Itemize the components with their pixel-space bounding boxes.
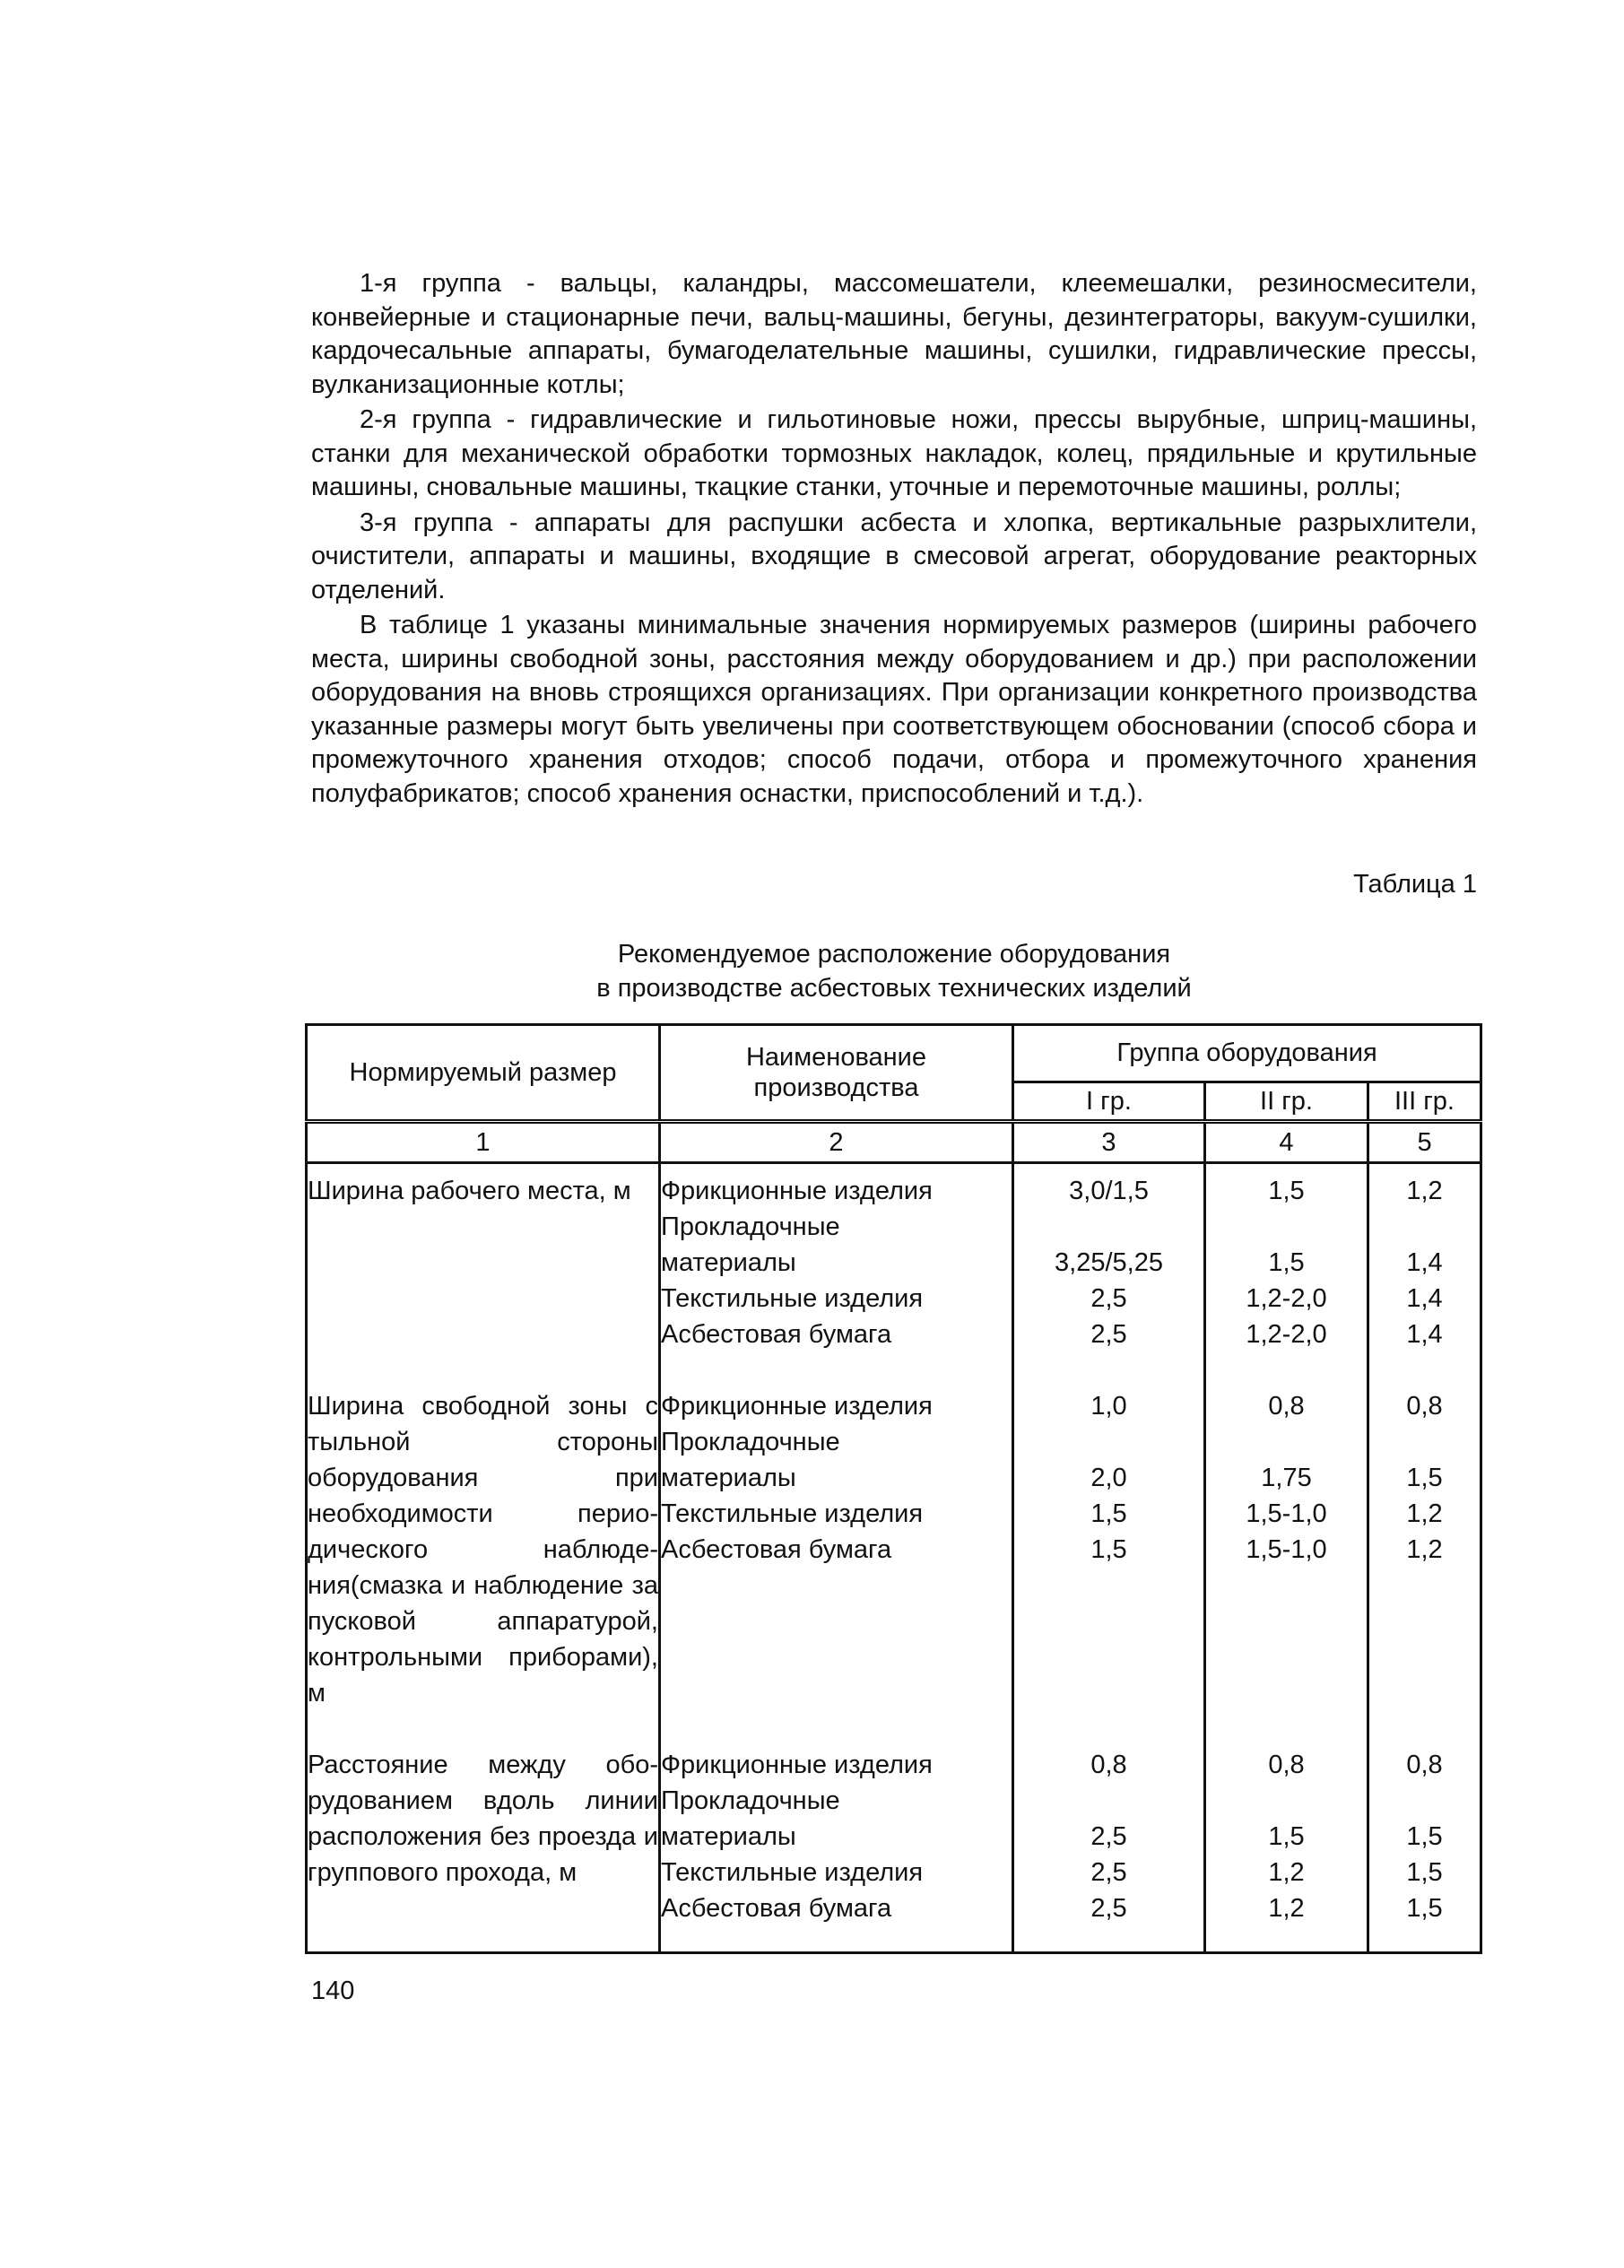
value-cell: 3,25/5,25 (1055, 1248, 1163, 1277)
table-title (311, 937, 1477, 1005)
value-cell: 1,2-2,0 (1246, 1320, 1327, 1349)
group-3-values (1368, 1352, 1481, 1711)
table-row (307, 1352, 1481, 1711)
value-cell: 2,5 (1090, 1822, 1127, 1851)
value-cell: 1,2 (1406, 1499, 1443, 1528)
paragraph-group-1: 1-я группа - вальцы, каландры, массомешатели, клеемешалки, резиносмесители, конвейерные и стационарные печи, вальц-машины, бегуны, дезинтеграторы, вакуум-сушилки, кардочесальные аппараты, бумагоделательные машины, сушилки, гидравлические прессы, вулканизационные котлы; (311, 269, 1477, 399)
value-cell: 1,5 (1406, 1822, 1443, 1851)
production-list (660, 1352, 1013, 1711)
production-name: Прокладочные материалы (661, 1212, 840, 1277)
group-1-values (1013, 1163, 1205, 1353)
production-name: Текстильные изделия (661, 1284, 924, 1313)
column-number: 5 (1368, 1122, 1481, 1163)
table-row (307, 1711, 1481, 1953)
value-cell: 1,5 (1406, 1894, 1443, 1923)
column-number: 4 (1205, 1122, 1368, 1163)
production-name: Фрикционные изделия (661, 1751, 933, 1779)
value-cell: 1,5 (1406, 1858, 1443, 1887)
production-name: Прокладочные материалы (661, 1428, 840, 1492)
value-cell: 1,2-2,0 (1246, 1284, 1327, 1313)
value-cell: 1,2 (1406, 1177, 1443, 1205)
table-row (307, 1163, 1481, 1353)
value-cell: 1,4 (1406, 1284, 1443, 1313)
normed-size-cell: Ширина свободной зоны с тыльной стороны оборудования при необходимости периодического наблюдения(смазка и наблюдение за пусковой аппаратурой, контрольными приборами), м (307, 1352, 660, 1711)
value-cell: 0,8 (1268, 1751, 1305, 1779)
normed-size-cell: Расстояние между оборудованием вдоль линии расположения без проезда и группового прохода, м (307, 1711, 660, 1953)
production-name: Текстильные изделия (661, 1499, 924, 1528)
value-cell: 2,5 (1090, 1320, 1127, 1349)
table-title-line-1: Рекомендуемое расположение оборудования (617, 940, 1171, 969)
header-normed-size: Нормируемый размер (307, 1025, 660, 1122)
production-list (660, 1163, 1013, 1353)
group-1-values (1013, 1352, 1205, 1711)
value-cell: 1,2 (1406, 1535, 1443, 1564)
production-name: Асбестовая бумага (661, 1535, 892, 1564)
header-production-name: Наименование производства (660, 1025, 1013, 1122)
value-cell: 0,8 (1406, 1392, 1443, 1421)
value-cell: 2,0 (1090, 1464, 1127, 1492)
production-name: Асбестовая бумага (661, 1320, 892, 1349)
value-cell: 2,5 (1090, 1858, 1127, 1887)
group-2-values (1205, 1352, 1368, 1711)
paragraph-group-3: 3-я группа - аппараты для распушки асбеста и хлопка, вертикальные разрыхлители, очистители, аппараты и машины, входящие в смесовой агрегат, оборудование реакторных отделений. (311, 508, 1477, 604)
value-cell: 1,5 (1406, 1464, 1443, 1492)
value-cell: 1,4 (1406, 1248, 1443, 1277)
group-1-values (1013, 1711, 1205, 1953)
value-cell: 0,8 (1090, 1751, 1127, 1779)
value-cell: 2,5 (1090, 1894, 1127, 1923)
value-cell: 1,5 (1090, 1499, 1127, 1528)
group-3-values (1368, 1711, 1481, 1953)
header-group-1: I гр. (1013, 1082, 1205, 1121)
value-cell: 2,5 (1090, 1284, 1127, 1313)
group-2-values (1205, 1163, 1368, 1353)
production-name: Фрикционные изделия (661, 1177, 933, 1205)
group-3-values (1368, 1163, 1481, 1353)
group-2-values (1205, 1711, 1368, 1953)
value-cell: 1,75 (1261, 1464, 1312, 1492)
value-cell: 0,8 (1406, 1751, 1443, 1779)
production-name: Фрикционные изделия (661, 1392, 933, 1421)
value-cell: 1,5 (1090, 1535, 1127, 1564)
value-cell: 1,2 (1268, 1894, 1305, 1923)
value-cell: 1,4 (1406, 1320, 1443, 1349)
value-cell: 1,5 (1268, 1822, 1305, 1851)
equipment-table (305, 1023, 1482, 1954)
table-label: Таблица 1 (1353, 870, 1477, 899)
value-cell: 0,8 (1268, 1392, 1305, 1421)
page-number: 140 (311, 1977, 355, 2005)
value-cell: 1,5 (1268, 1177, 1305, 1205)
value-cell: 3,0/1,5 (1069, 1177, 1149, 1205)
normed-size-cell: Ширина рабочего места, м (307, 1163, 660, 1353)
value-cell: 1,5-1,0 (1246, 1535, 1327, 1564)
value-cell: 1,5-1,0 (1246, 1499, 1327, 1528)
value-cell: 1,2 (1268, 1858, 1305, 1887)
paragraph-group-2: 2-я группа - гидравлические и гильотиновые ножи, прессы вырубные, шприц-машины, станки для механической обработки тормозных накладок, колец, прядильные и крутильные машины, сновальные машины, ткацкие станки, уточные и перемоточные машины, роллы; (311, 405, 1477, 501)
header-group-2: II гр. (1205, 1082, 1368, 1121)
column-number: 1 (307, 1122, 660, 1163)
value-cell: 1,0 (1090, 1392, 1127, 1421)
production-list (660, 1711, 1013, 1953)
production-name: Текстильные изделия (661, 1858, 924, 1887)
paragraph-table-intro: В таблице 1 указаны минимальные значения нормируемых размеров (ширины рабочего места, ширины свободной зоны, расстояния между оборудованием и др.) при расположении оборудования на вновь строящихся организациях. При организации конкретного производства указанные размеры могут быть увеличены при соответствующем обосновании (способ сбора и промежуточного хранения отходов; способ подачи, отбора и промежуточного хранения полуфабрикатов; способ хранения оснастки, приспособлений и т.д.). (311, 611, 1477, 808)
production-name: Асбестовая бумага (661, 1894, 892, 1923)
column-number: 3 (1013, 1122, 1205, 1163)
table-title-line-2: в производстве асбестовых технических изделий (596, 974, 1192, 1003)
value-cell: 1,5 (1268, 1248, 1305, 1277)
body-text (311, 267, 1477, 811)
header-equipment-group: Группа оборудования (1013, 1025, 1481, 1082)
header-group-3: III гр. (1368, 1082, 1481, 1121)
production-name: Прокладочные материалы (661, 1786, 840, 1851)
column-number: 2 (660, 1122, 1013, 1163)
